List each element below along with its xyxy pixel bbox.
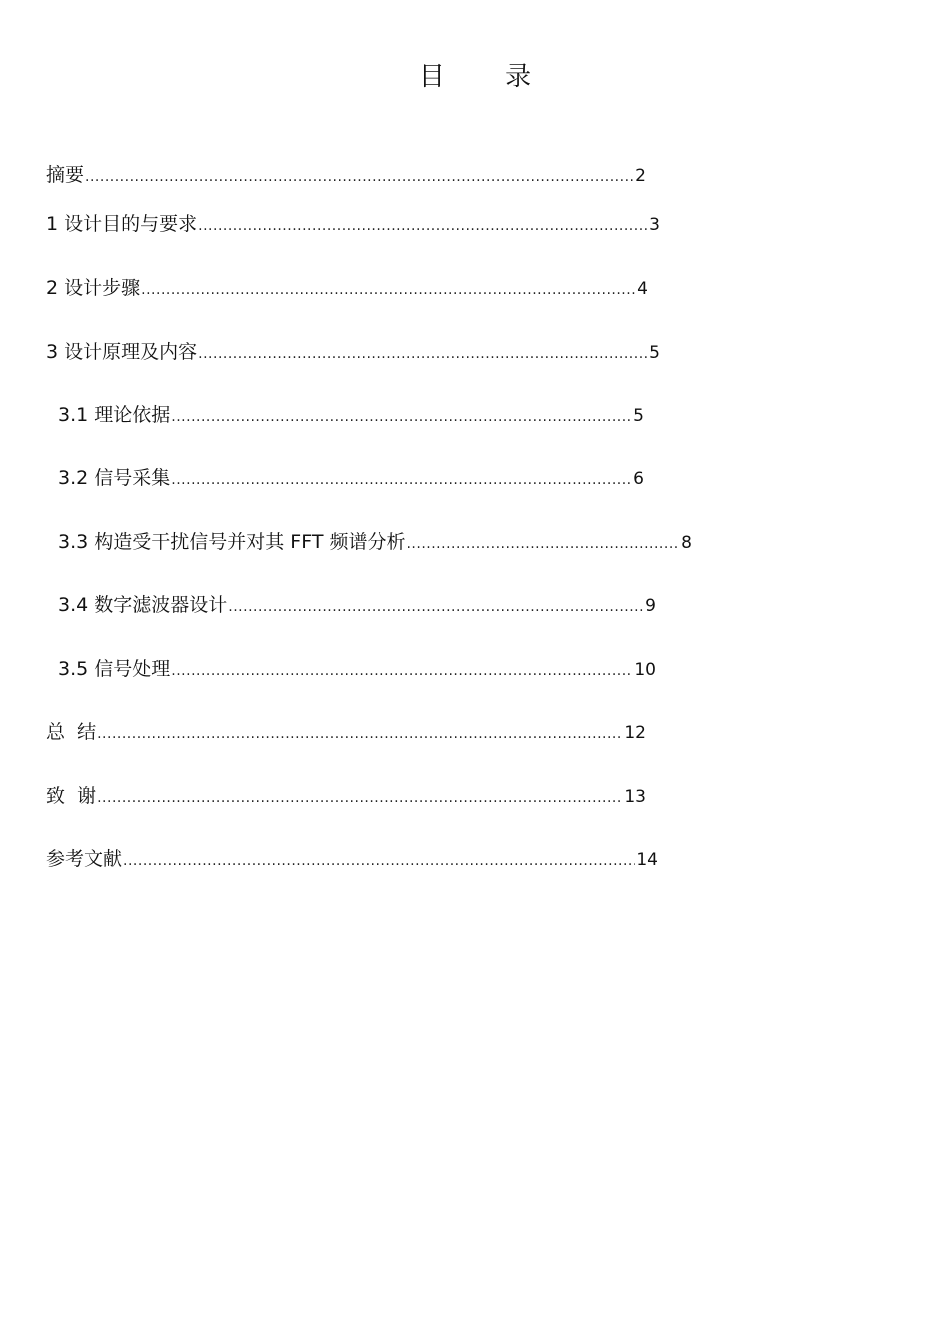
toc-leader-dots: [141, 278, 636, 302]
toc-entry-chapter-1[interactable]: [46, 212, 660, 238]
toc-page-number: 2: [635, 166, 646, 186]
toc-entry-label: 3.4 数字滤波器设计: [58, 594, 228, 616]
toc-entry-label: 1 设计目的与要求: [46, 213, 198, 235]
toc-page-number: 5: [649, 343, 660, 363]
toc-title: 目 录: [418, 62, 558, 92]
toc-entry-section-3-1[interactable]: [58, 403, 644, 429]
toc-leader-dots: [228, 595, 644, 619]
toc-entry-acknowledgements[interactable]: [46, 784, 646, 810]
toc-page-number: 3: [649, 215, 660, 235]
toc-entry-summary[interactable]: [46, 720, 646, 746]
toc-entry-section-3-2[interactable]: [58, 466, 644, 492]
toc-entry-abstract[interactable]: [46, 163, 646, 189]
toc-entry-chapter-3[interactable]: [46, 340, 660, 366]
toc-leader-dots: [171, 468, 632, 492]
toc-page-number: 8: [681, 533, 692, 553]
toc-leader-dots: [123, 849, 635, 873]
toc-leader-dots: [198, 342, 648, 366]
toc-leader-dots: [97, 786, 623, 810]
toc-leader-dots: [97, 722, 623, 746]
toc-entry-label: 参考文献: [46, 848, 123, 870]
toc-leader-dots: [171, 659, 633, 683]
toc-entry-label: 3.2 信号采集: [58, 467, 171, 489]
toc-page-number: 5: [633, 406, 644, 426]
toc-page-number: 14: [636, 850, 658, 870]
toc-entry-label: 2 设计步骤: [46, 277, 141, 299]
toc-entry-label: 总 结: [46, 721, 97, 743]
toc-leader-dots: [85, 165, 634, 189]
toc-entry-references[interactable]: [46, 847, 658, 873]
toc-page-number: 10: [634, 660, 656, 680]
toc-leader-dots: [198, 214, 648, 238]
toc-entry-section-3-5[interactable]: [58, 657, 656, 683]
toc-entry-label: 3.3 构造受干扰信号并对其 FFT 频谱分析: [58, 531, 406, 553]
toc-entry-section-3-3[interactable]: [58, 530, 692, 556]
toc-entry-label: 3.1 理论依据: [58, 404, 171, 426]
toc-leader-dots: [406, 532, 680, 556]
toc-page-number: 9: [645, 596, 656, 616]
toc-page-number: 13: [624, 787, 646, 807]
toc-entry-label: 致 谢: [46, 785, 97, 807]
toc-leader-dots: [171, 405, 632, 429]
toc-entry-label: 3 设计原理及内容: [46, 341, 198, 363]
toc-entry-section-3-4[interactable]: [58, 593, 656, 619]
toc-entry-label: 摘要: [46, 164, 85, 186]
toc-entry-label: 3.5 信号处理: [58, 658, 171, 680]
toc-page-number: 12: [624, 723, 646, 743]
toc-entry-chapter-2[interactable]: [46, 276, 648, 302]
toc-page-number: 6: [633, 469, 644, 489]
toc-page-number: 4: [637, 279, 648, 299]
